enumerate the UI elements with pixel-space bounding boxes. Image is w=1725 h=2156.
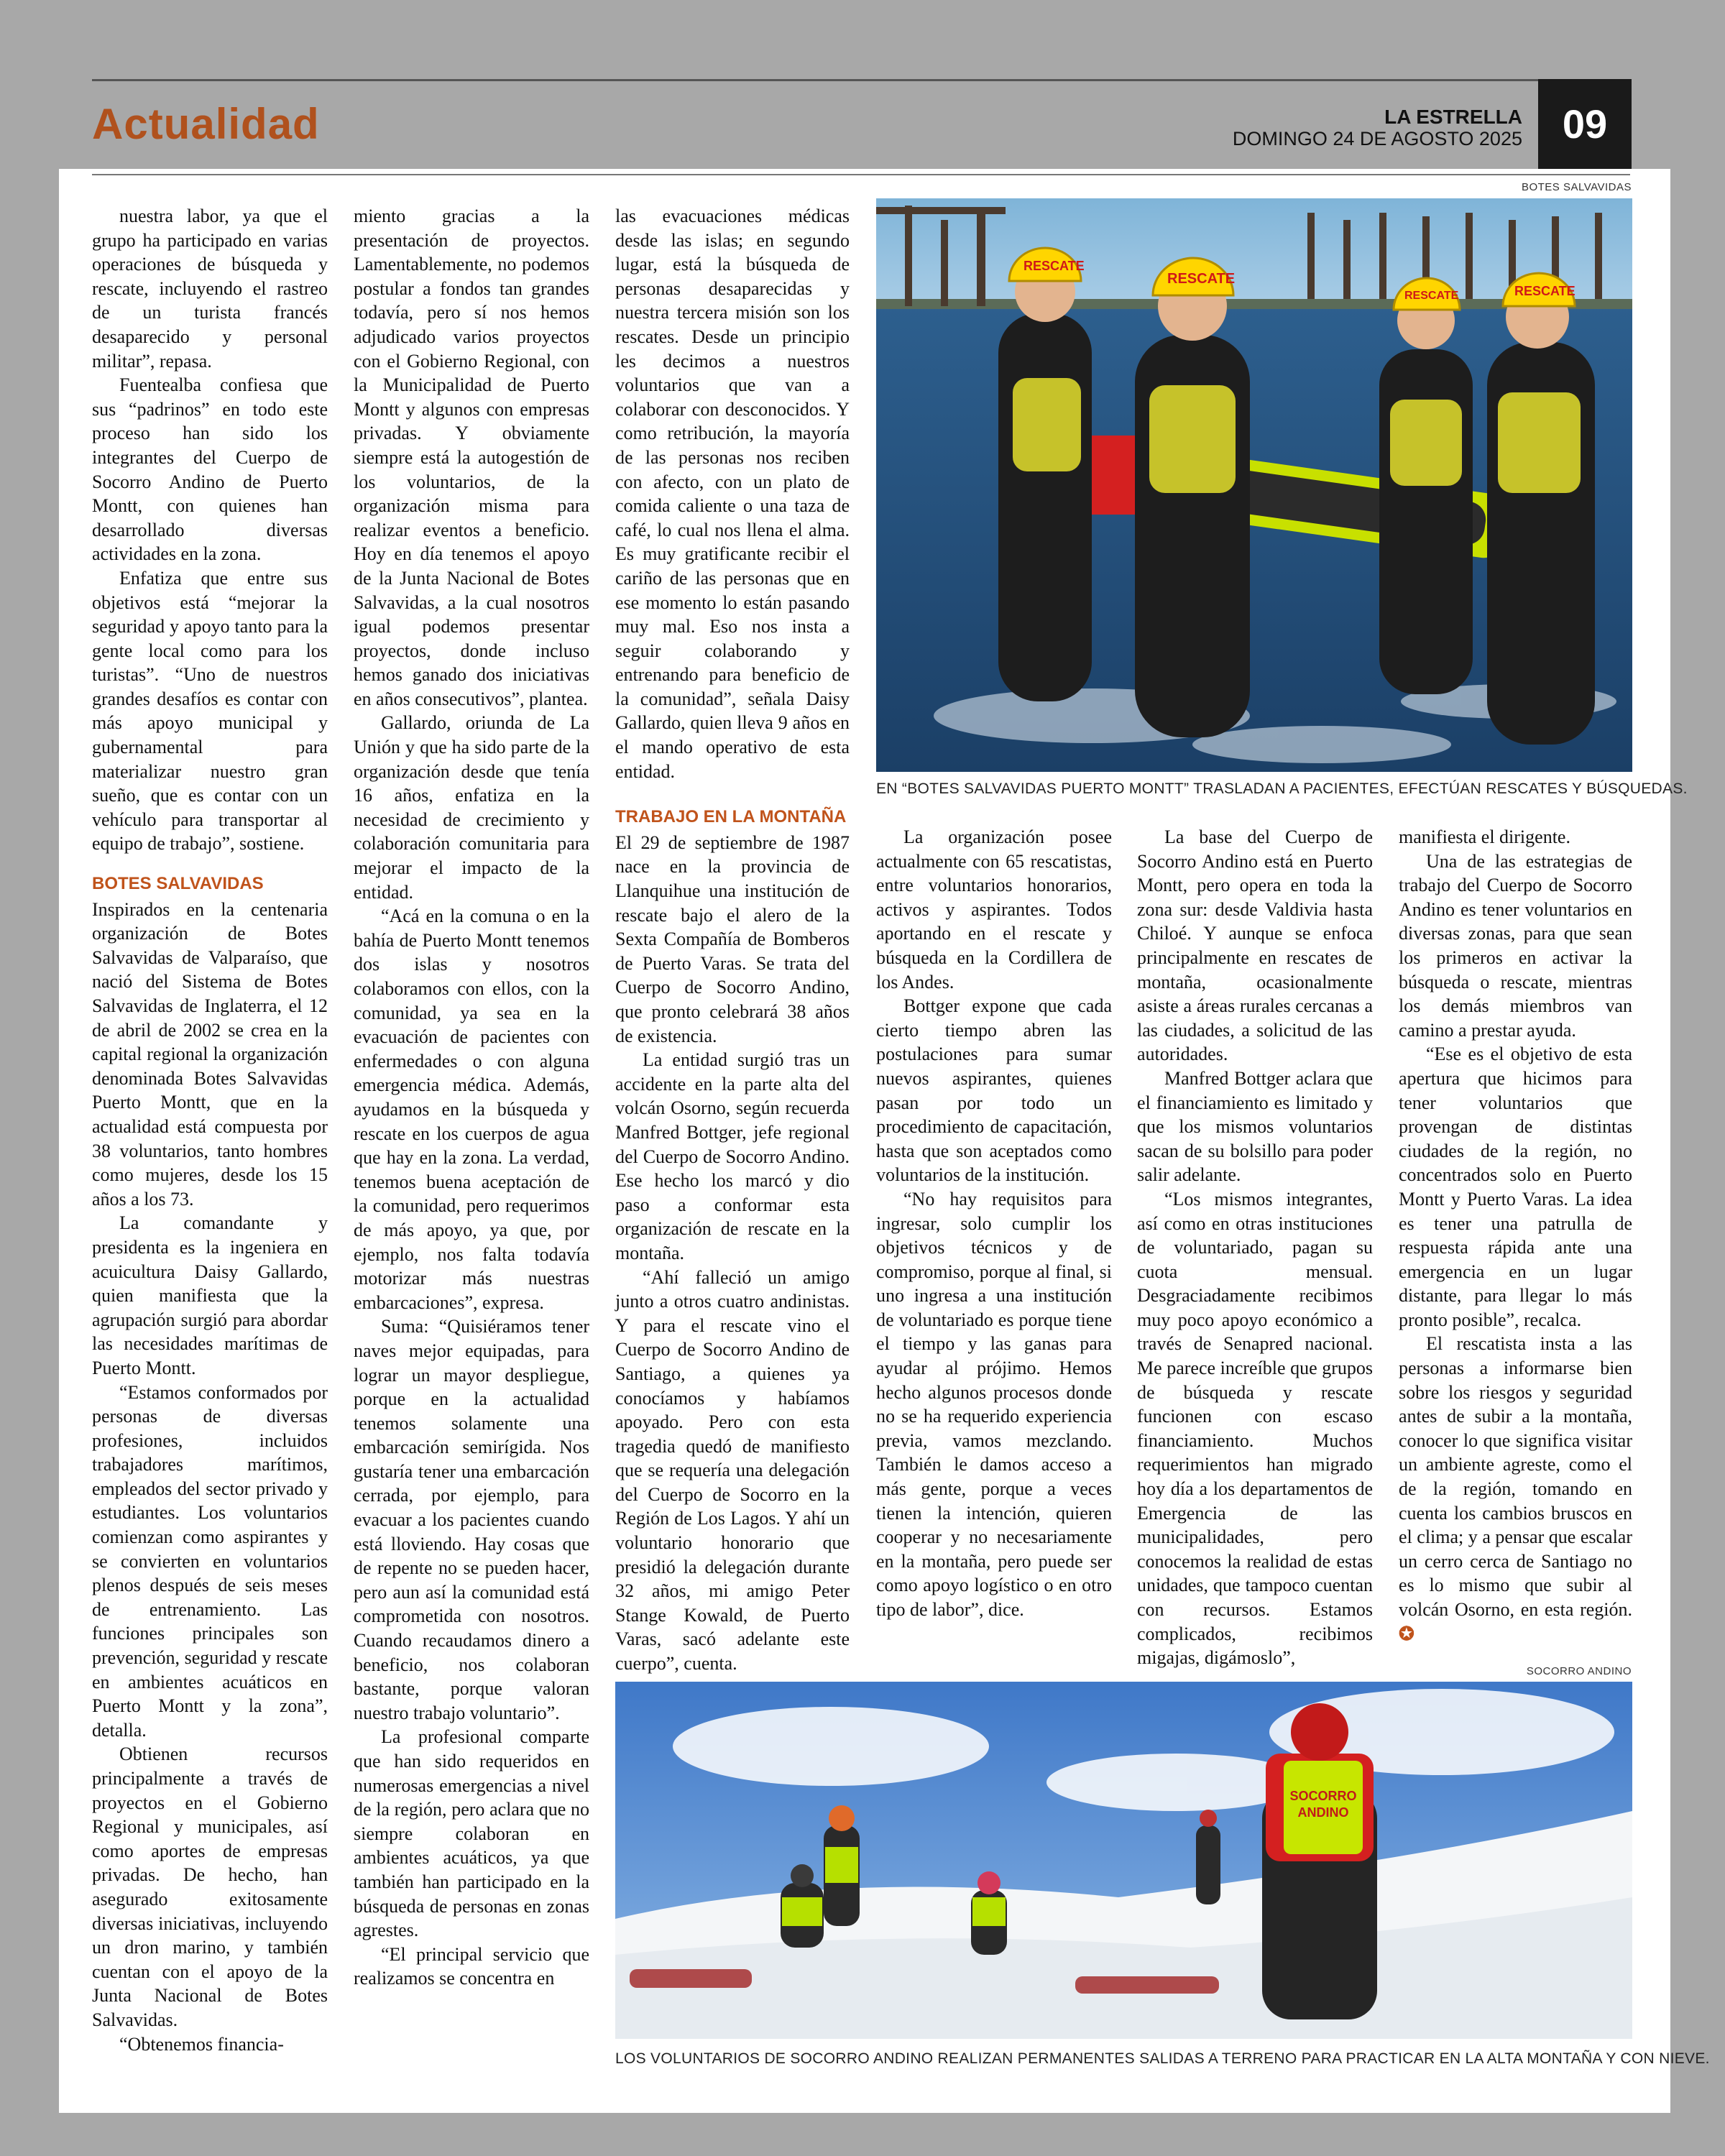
section-title: Actualidad bbox=[92, 100, 320, 148]
helmet-label-2: RESCATE bbox=[1167, 271, 1236, 287]
paragraph: “Los mismos integrantes, así como en otras instituciones de voluntariado, pagan su cuota mensual. Desgraciadamente recibimos muy poco apoyo económico a través de Senapred nacional. Me parece increíble que grupos de búsqueda y rescate funcionen con escaso financiamiento. Muchos requerimientos han migrado hoy día a los departamentos de Emergencia de las municipalidades, pero conocemos la realidad de estas unidades, que tampoco cuentan con recursos. Estamos complicados, recibimos migajas, digámoslo”, bbox=[1137, 1188, 1373, 1669]
page-number: 09 bbox=[1538, 79, 1632, 169]
paragraph: Gallardo, oriunda de La Unión y que ha sido parte de la organización desde que tenía 16 años, enfatiza en la necesidad de crecimiento y colaboración comunitaria para mejorar el impacto de la entidad. bbox=[354, 712, 589, 903]
article-column-2 bbox=[354, 204, 589, 1991]
header-divider bbox=[92, 174, 1630, 175]
paragraph: miento gracias a la presentación de proyectos. Lamentablemente, no podemos postular a fondos tan grandes todavía, pero sí nos hemos adjudicado varios proyectos con el Gobierno Regional, con la Municipalidad de Puerto Montt y algunos con empresas privadas. Y obviamente siempre está la autogestión de los voluntarios, de la organización misma para realizar eventos a beneficio. Hoy en día tenemos el apoyo de la Junta Nacional de Botes Salvavidas, a la cual nosotros igual podemos presentar proyectos, donde incluso hemos ganado dos iniciativas en años consecutivos”, plantea. bbox=[354, 206, 589, 709]
paragraph: manifiesta el dirigente. bbox=[1399, 826, 1570, 847]
paragraph: La comandante y presidenta es la ingeniera en acuicultura Daisy Gallardo, quien manifiesta que la agrupación surgió para abordar las necesidades marítimas de Puerto Montt. bbox=[92, 1212, 328, 1378]
paragraph: “Ese es el objetivo de esta apertura que hicimos para tener voluntarios que provengan de distintas ciudades de la región, no concentrados solo en Puerto Montt y Puerto Varas. La idea es tener una patrulla de respuesta rápida ante una emergencia en un lugar distante, para llegar lo más pronto posible”, recalca. bbox=[1399, 1044, 1632, 1330]
paragraph: Enfatiza que entre sus objetivos está “mejorar la seguridad y apoyo tanto para la gente local como para los turistas”. “Uno de nuestros grandes desafíos es contar con más apoyo municipal y gubernamental para materializar nuestro gran sueño, que es contar con un vehículo para transportar al equipo de trabajo”, sostiene. bbox=[92, 567, 328, 854]
subhead-botes-salvavidas: BOTES SALVAVIDAS bbox=[92, 874, 264, 894]
paragraph: Suma: “Quisiéramos tener naves mejor equipadas, para lograr un mayor despliegue, porque en la actualidad tenemos solamente una embarcación semirígida. Nos gustaría tener una embarcación cerrada, por ejemplo, para evacuar a los pacientes cuando está lloviendo. Hay cosas que de repente no se pueden hacer, pero aun así la comunidad está comprometida con nosotros. Cuando recaudamos dinero a beneficio, nos colaboran bastante, porque valoran nuestro trabajo voluntario”. bbox=[354, 1316, 589, 1723]
top-photo-credit: BOTES SALVAVIDAS bbox=[1521, 181, 1632, 193]
paragraph: El 29 de septiembre de 1987 nace en la provincia de Llanquihue una institución de rescate bajo el alero de la Sexta Compañía de Bomberos de Puerto Varas. Se trata del Cuerpo de Socorro Andino, que pronto celebrará 38 años de existencia. bbox=[615, 831, 850, 1046]
snow-mountain-illustration bbox=[615, 1682, 1632, 2039]
article-column-1 bbox=[92, 204, 328, 2056]
bottom-photo bbox=[615, 1682, 1632, 2039]
newspaper-name: LA ESTRELLA bbox=[1384, 106, 1522, 128]
end-mark-icon: ✪ bbox=[1399, 1623, 1414, 1644]
paragraph: Obtienen recursos principalmente a través de proyectos en el Gobierno Regional y municipales, así como aportes de empresas privadas. De hecho, han asegurado exitosamente diversas iniciativas, incluyendo un dron marino, y también cuentan con el apoyo de la Junta Nacional de Botes Salvavidas. bbox=[92, 1743, 328, 2030]
top-photo bbox=[876, 198, 1632, 772]
rescue-water-illustration bbox=[876, 198, 1632, 772]
paragraph: “No hay requisitos para ingresar, solo cumplir los objetivos técnicos y de compromiso, porque al final, si uno ingresa a una institución de voluntariado es porque tiene el tiempo y las ganas para ayudar al prójimo. Hemos hecho algunos procesos donde no se ha requerido experiencia previa, vamos mezclando. También le damos acceso a más gente, porque a veces tienen la intención, quieren cooperar y no necesariamente en la montaña, pero puede ser como apoyo logístico o en otro tipo de labor”, dice. bbox=[876, 1188, 1112, 1620]
paragraph: La base del Cuerpo de Socorro Andino está en Puerto Montt, pero opera en toda la zona sur: desde Valdivia hasta Chiloé. Y aunque se enfoca principalmente en rescates de montaña, ocasionalmente asiste a áreas rurales cercanas a las ciudades, a solicitud de las autoridades. bbox=[1137, 826, 1373, 1065]
top-rule bbox=[92, 79, 1540, 81]
paragraph: “Acá en la comuna o en la bahía de Puerto Montt tenemos dos islas y nosotros colaboramos con ellos, con la comunidad, ya sea en la evacuación de pacientes con enfermedades o con alguna emergencia médica. Además, ayudamos en la búsqueda y rescate en los cuerpos de agua que hay en la zona. La verdad, tenemos buena aceptación de la comunidad, pero requerimos de más apoyo, ya que, por ejemplo, nos falta todavía motorizar más nuestras embarcaciones”, expresa. bbox=[354, 906, 589, 1313]
helmet-label-1: RESCATE bbox=[1024, 259, 1085, 273]
helmet-label-3: RESCATE bbox=[1404, 290, 1459, 302]
paragraph: Fuentealba confiesa que sus “padrinos” en todo este proceso han sido los integrantes del Cuerpo de Socorro Andino de Puerto Montt, con quienes han desarrollado diversas actividades en la zona. bbox=[92, 374, 328, 565]
paragraph: las evacuaciones médicas desde las islas; en segundo lugar, está la búsqueda de personas desaparecidas y nuestra tercera misión son los rescates. Desde un principio les decimos a nuestros voluntarios que van a colaborar con desconocidos. Y como retribución, la mayoría de las personas nos reciben con afecto, con un plato de comida caliente o una taza de café, lo cual nos llena el alma. Es muy gratificante recibir el cariño de las personas que en ese momento lo están pasando muy mal. Eso nos insta a seguir colaborando y entrenando para beneficio de la comunidad”, señala Daisy Gallardo, quien lleva 9 años en el mando operativo de esta entidad. bbox=[615, 206, 850, 782]
vest-label-1: SOCORRO bbox=[1289, 1789, 1357, 1803]
paragraph: La organización posee actualmente con 65 rescatistas, entre voluntarios honorarios, activos y aspirantes. Todos aportando en el rescate y búsqueda en la Cordillera de los Andes. bbox=[876, 826, 1112, 992]
paragraph: Una de las estrategias de trabajo del Cuerpo de Socorro Andino es tener voluntarios en diversas zonas, para que sean los primeros en activar la búsqueda o rescate, mientras los demás miembros van camino a prestar ayuda. bbox=[1399, 850, 1632, 1041]
subhead-trabajo-montana: TRABAJO EN LA MONTAÑA bbox=[615, 807, 847, 827]
paragraph: Inspirados en la centenaria organización de Botes Salvavidas de Valparaíso, que nació del Sistema de Botes Salvavidas de Inglaterra, el 12 de abril de 2002 se crea en la capital regional la organización denominada Botes Salvavidas Puerto Montt, que en la actualidad está compuesta por 38 voluntarios, tanto hombres como mujeres, desde los 15 años a los 73. bbox=[92, 898, 328, 1210]
bottom-photo-caption: LOS VOLUNTARIOS DE SOCORRO ANDINO REALIZAN PERMANENTES SALIDAS A TERRENO PARA PRACTICAR EN LA ALTA MONTAÑA Y CON NIEVE. bbox=[615, 2050, 1710, 2067]
article-column-3 bbox=[615, 204, 850, 1676]
paragraph: La entidad surgió tras un accidente en la parte alta del volcán Osorno, según recuerda Manfred Bottger, jefe regional del Cuerpo de Socorro Andino. Ese hecho los marcó y dio paso a conformar esta organización de rescate en la montaña. bbox=[615, 1049, 850, 1263]
paragraph: “Estamos conformados por personas de diversas profesiones, incluidos trabajadores marítimos, empleados del sector privado y estudiantes. Los voluntarios comienzan como aspirantes y se convierten en voluntarios plenos después de seis meses de entrenamiento. Las funciones principales son prevención, seguridad y rescate en ambientes acuáticos en Puerto Montt y la zona”, detalla. bbox=[92, 1381, 328, 1741]
helmet-label-4: RESCATE bbox=[1514, 284, 1576, 298]
paragraph: “Ahí falleció un amigo junto a otros cuatro andinistas. Y para el rescate vino el Cuerpo de Socorro Andino de Santiago, a quienes ya conocíamos y habíamos apoyado. Pero con esta tragedia quedó de manifiesto que se requería una delegación del Cuerpo de Socorro en la Región de Los Lagos. Y ahí un voluntario honorario que presidió la delegación durante 32 años, mi amigo Peter Stange Kowald, de Puerto Varas, sacó adelante este cuerpo”, cuenta. bbox=[615, 1266, 850, 1674]
paragraph: Bottger expone que cada cierto tiempo abren las postulaciones para sumar nuevos aspirantes, quienes pasan por todo un procedimiento de capacitación, hasta que son aceptados como voluntarios de la institución. bbox=[876, 995, 1112, 1186]
paragraph: “El principal servicio que realizamos se concentra en bbox=[354, 1943, 589, 1989]
article-column-4 bbox=[876, 825, 1112, 1622]
article-column-6 bbox=[1399, 825, 1632, 1646]
vest-label-2: ANDINO bbox=[1297, 1805, 1349, 1820]
top-photo-caption: EN “BOTES SALVAVIDAS PUERTO MONTT” TRASLADAN A PACIENTES, EFECTÚAN RESCATES Y BÚSQUEDAS. bbox=[876, 780, 1688, 797]
article-column-5 bbox=[1137, 825, 1373, 1670]
paragraph: El rescatista insta a las personas a informarse bien sobre los riesgos y seguridad antes de subir a la montaña, conocer lo que significa visitar un ambiente agreste, como el de la región, tomando en cuenta los cambios bruscos en el clima; y a pensar que escalar un cerro cerca de Santiago no es lo mismo que subir al volcán Osorno, en esta región. ✪ bbox=[1399, 1333, 1632, 1644]
masthead bbox=[1233, 106, 1522, 149]
bottom-photo-credit: SOCORRO ANDINO bbox=[1526, 1665, 1632, 1677]
paragraph: “Obtenemos financia- bbox=[119, 2033, 284, 2055]
issue-date: DOMINGO 24 DE AGOSTO 2025 bbox=[1232, 128, 1522, 149]
paragraph: nuestra labor, ya que el grupo ha participado en varias operaciones de búsqueda y rescate, incluyendo el rastreo de un turista francés desaparecido y personal militar”, repasa. bbox=[92, 206, 328, 372]
paragraph: Manfred Bottger aclara que el financiamiento es limitado y que los mismos voluntarios sacan de su bolsillo para poder salir adelante. bbox=[1137, 1067, 1373, 1186]
paragraph: La profesional comparte que han sido requeridos en numerosas emergencias a nivel de la región, pero aclara que no siempre colaboran en ambientes acuáticos, ya que también han participado en la búsqueda de personas en zonas agrestes. bbox=[354, 1726, 589, 1941]
